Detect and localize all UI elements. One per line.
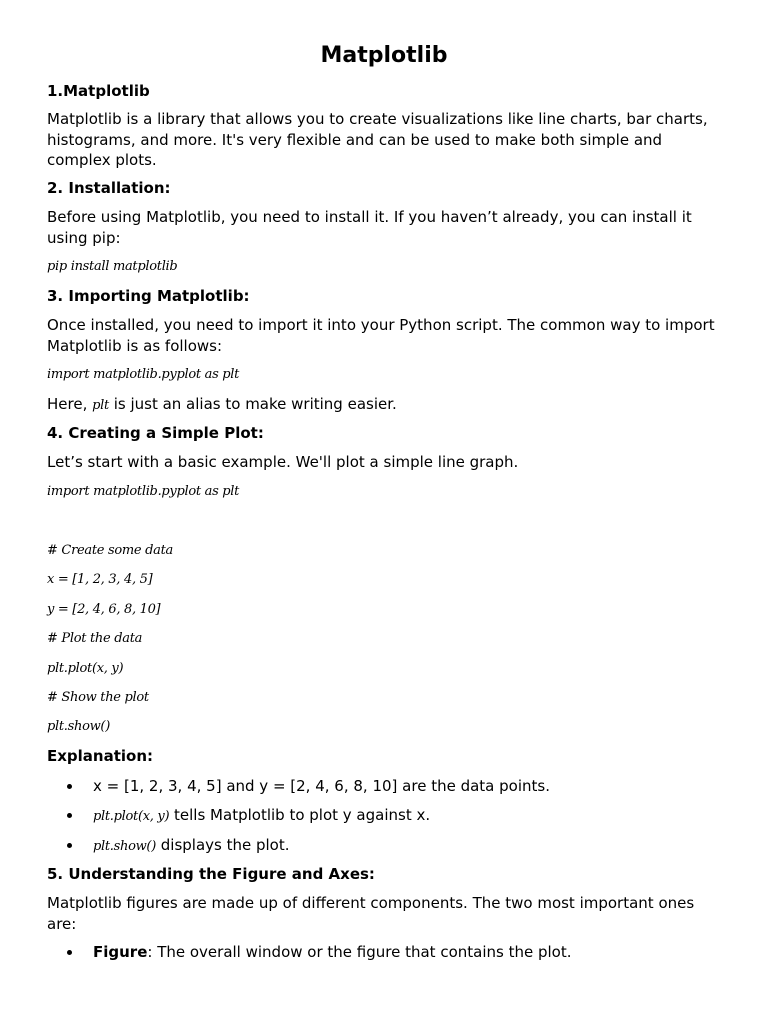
bullet-dot: [67, 813, 72, 818]
bullet-text-rest: : The overall window or the figure that contains the plot.: [147, 943, 572, 961]
bullet-text: [93, 805, 430, 827]
code-line: # Plot the data: [47, 631, 143, 646]
section-1-heading: 1.Matplotlib: [47, 82, 150, 100]
alias-note-pre: Here,: [47, 395, 93, 413]
section-5-heading: 5. Understanding the Figure and Axes:: [47, 865, 375, 883]
bullet-dot: [67, 784, 72, 789]
import-code: import matplotlib.pyplot as plt: [47, 367, 240, 382]
section-2-heading: 2. Installation:: [47, 179, 171, 197]
code-line: x = [1, 2, 3, 4, 5]: [47, 572, 153, 587]
code-line: plt.show(): [47, 719, 110, 734]
code-line: plt.plot(x, y): [47, 661, 124, 676]
alias-code: plt: [92, 398, 109, 413]
section-2-paragraph: Before using Matplotlib, you need to install it. If you haven’t already, you can install it using pip:: [47, 208, 692, 247]
alias-note: [47, 394, 727, 417]
alias-note-post: is just an alias to make writing easier.: [108, 395, 397, 413]
bullet-text: [93, 942, 571, 962]
inline-code: plt.show(): [93, 839, 156, 854]
section-3-heading: 3. Importing Matplotlib:: [47, 287, 250, 305]
section-3-paragraph: Once installed, you need to import it into your Python script. The common way to import Matplotlib is as follows:: [47, 316, 715, 355]
bullet-term: Figure: [93, 943, 148, 961]
section-4-paragraph: Let’s start with a basic example. We'll plot a simple line graph.: [47, 453, 519, 471]
code-line: # Show the plot: [47, 690, 149, 705]
inline-code: plt.plot(x, y): [93, 809, 170, 824]
bullet-dot: [67, 843, 72, 848]
bullet-text: x = [1, 2, 3, 4, 5] and y = [2, 4, 6, 8, 10] are the data points.: [93, 777, 550, 795]
code-line: y = [2, 4, 6, 8, 10]: [47, 602, 161, 617]
code-line: import matplotlib.pyplot as plt: [47, 484, 240, 499]
bullet-text: [93, 835, 290, 857]
code-line: # Create some data: [47, 543, 173, 558]
explanation-heading: Explanation:: [47, 747, 154, 765]
bullet-dot: [67, 950, 72, 955]
bullet-text-rest: tells Matplotlib to plot y against x.: [169, 806, 431, 824]
section-1-paragraph: Matplotlib is a library that allows you to create visualizations like line charts, bar charts, histograms, and more. It's very flexible and can be used to make both simple and complex plots.: [47, 110, 708, 169]
page-title: Matplotlib: [320, 43, 448, 68]
section-5-paragraph: Matplotlib figures are made up of different components. The two most important ones are:: [47, 894, 695, 933]
bullet-text-rest: displays the plot.: [155, 836, 290, 854]
install-code: pip install matplotlib: [47, 259, 178, 274]
document-page: [47, 0, 727, 1024]
section-4-heading: 4. Creating a Simple Plot:: [47, 424, 264, 442]
